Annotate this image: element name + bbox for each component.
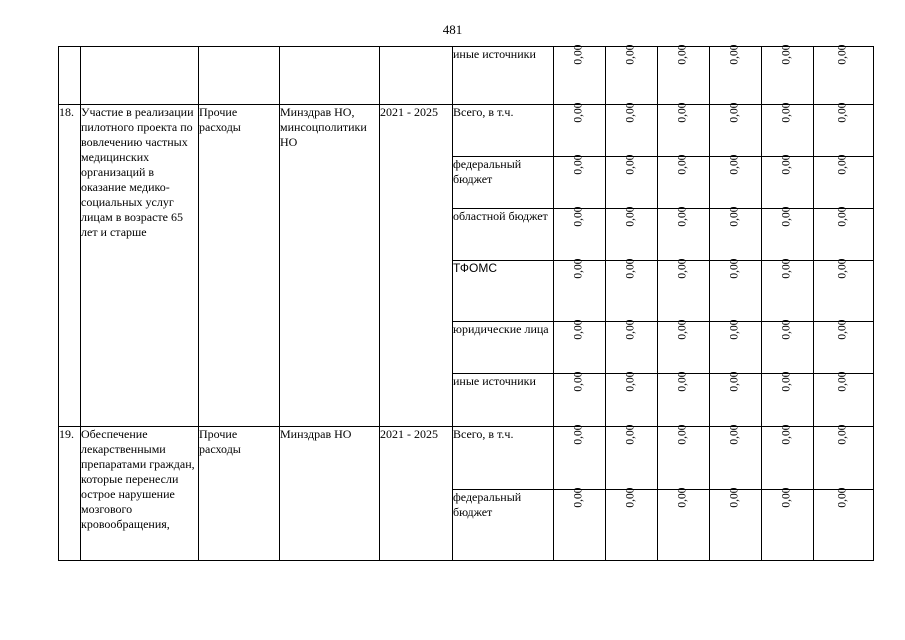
value-cell [814,206,874,261]
period: 2021 - 2025 [380,427,453,561]
value-text: 0,00 [677,319,689,340]
row-number-cell [59,47,81,105]
value-wrapper [606,424,657,445]
value-text: 0,00 [573,102,585,123]
value-wrapper [710,258,761,279]
value-text: 0,00 [729,424,741,445]
value-text: 0,00 [781,258,793,279]
value-cell [710,258,762,322]
value-text: 0,00 [781,206,793,227]
value-text: 0,00 [837,487,849,508]
value-text: 0,00 [625,206,637,227]
value-cell [762,371,814,427]
value-wrapper [554,424,605,445]
value-cell [814,371,874,427]
value-text: 0,00 [625,319,637,340]
value-cell [814,102,874,157]
funding-source-label: федеральный бюджет [453,490,554,561]
value-cell [606,154,658,209]
value-text: 0,00 [729,371,741,392]
value-wrapper [606,154,657,175]
value-text: 0,00 [729,319,741,340]
value-cell [762,154,814,209]
value-text: 0,00 [837,319,849,340]
value-wrapper [658,154,709,175]
value-text: 0,00 [677,424,689,445]
value-wrapper [554,371,605,392]
value-cell [710,44,762,105]
value-wrapper [606,371,657,392]
value-wrapper [606,44,657,65]
value-cell [762,206,814,261]
value-text: 0,00 [573,371,585,392]
value-text: 0,00 [625,154,637,175]
value-cell [762,44,814,105]
value-cell [814,424,874,490]
value-text: 0,00 [837,206,849,227]
value-wrapper [762,319,813,340]
value-cell [554,206,606,261]
value-cell [814,487,874,561]
value-cell [710,371,762,427]
value-cell [710,102,762,157]
row-number: 18. [59,105,81,427]
value-wrapper [658,206,709,227]
value-wrapper [554,206,605,227]
value-text: 0,00 [625,487,637,508]
value-wrapper [814,319,873,340]
value-cell [658,371,710,427]
value-cell [554,44,606,105]
value-cell [606,424,658,490]
value-text: 0,00 [729,102,741,123]
value-text: 0,00 [781,102,793,123]
value-text: 0,00 [729,154,741,175]
value-cell [606,487,658,561]
value-cell [606,319,658,374]
expense-type-cell [199,47,280,105]
executor: Минздрав НО [280,427,380,561]
funding-source-label: ТФОМС [453,261,554,322]
funding-source-label: федеральный бюджет [453,157,554,209]
value-text: 0,00 [625,258,637,279]
value-wrapper [658,319,709,340]
value-text: 0,00 [573,206,585,227]
value-cell [554,424,606,490]
value-wrapper [710,44,761,65]
table-row [59,105,874,157]
value-cell [658,319,710,374]
row-number: 19. [59,427,81,561]
value-wrapper [814,258,873,279]
value-wrapper [762,44,813,65]
value-wrapper [762,154,813,175]
value-text: 0,00 [677,258,689,279]
value-wrapper [814,44,873,65]
value-text: 0,00 [677,102,689,123]
value-wrapper [710,319,761,340]
value-text: 0,00 [573,487,585,508]
value-wrapper [554,102,605,123]
value-wrapper [658,102,709,123]
value-cell [554,258,606,322]
value-wrapper [554,319,605,340]
value-cell [606,258,658,322]
value-wrapper [814,371,873,392]
value-text: 0,00 [729,206,741,227]
value-wrapper [814,206,873,227]
page-number: 481 [442,22,463,37]
value-text: 0,00 [573,154,585,175]
value-wrapper [658,424,709,445]
value-text: 0,00 [837,102,849,123]
value-text: 0,00 [677,154,689,175]
value-text: 0,00 [677,44,689,65]
value-text: 0,00 [837,258,849,279]
executor-cell [280,47,380,105]
value-wrapper [762,206,813,227]
value-cell [554,487,606,561]
value-cell [710,206,762,261]
value-text: 0,00 [837,371,849,392]
value-wrapper [606,206,657,227]
value-wrapper [658,487,709,508]
funding-source-label: иные источники [453,47,554,105]
value-cell [606,102,658,157]
value-text: 0,00 [781,487,793,508]
measure-name: Обеспечение лекарственными препаратами граждан, которые перенесли острое нарушение мозгового кровообращения, [81,427,199,561]
value-cell [710,487,762,561]
value-cell [814,258,874,322]
measure-name-cell [81,47,199,105]
funding-source-label: Всего, в т.ч. [453,427,554,490]
value-wrapper [554,44,605,65]
value-text: 0,00 [573,319,585,340]
value-wrapper [710,424,761,445]
value-cell [814,319,874,374]
value-text: 0,00 [837,424,849,445]
value-cell [554,319,606,374]
value-cell [658,424,710,490]
value-cell [606,206,658,261]
value-cell [762,102,814,157]
expense-type: Прочие расходы [199,427,280,561]
value-wrapper [762,102,813,123]
value-text: 0,00 [573,258,585,279]
value-text: 0,00 [677,487,689,508]
value-wrapper [710,102,761,123]
value-wrapper [710,371,761,392]
value-cell [606,371,658,427]
measure-name: Участие в реализации пилотного проекта по вовлечению частных медицинских организаций в оказание медико-социальных услуг лицам в возрасте 65 лет и старше [81,105,199,427]
value-wrapper [606,319,657,340]
value-cell [554,371,606,427]
value-text: 0,00 [677,206,689,227]
value-cell [658,487,710,561]
value-text: 0,00 [781,154,793,175]
value-cell [554,154,606,209]
table-row [59,427,874,490]
funding-source-label: иные источники [453,374,554,427]
value-text: 0,00 [729,258,741,279]
value-text: 0,00 [677,371,689,392]
value-text: 0,00 [573,44,585,65]
value-wrapper [814,154,873,175]
value-text: 0,00 [625,102,637,123]
value-text: 0,00 [729,44,741,65]
funding-source-label: юридические лица [453,322,554,374]
value-wrapper [710,154,761,175]
value-cell [762,258,814,322]
table-row [59,47,874,105]
value-cell [710,319,762,374]
period: 2021 - 2025 [380,105,453,427]
value-wrapper [554,487,605,508]
funding-source-label: Всего, в т.ч. [453,105,554,157]
value-wrapper [606,258,657,279]
value-cell [658,154,710,209]
expense-type: Прочие расходы [199,105,280,427]
value-cell [554,102,606,157]
value-text: 0,00 [781,371,793,392]
value-wrapper [606,487,657,508]
value-text: 0,00 [781,44,793,65]
value-text: 0,00 [729,487,741,508]
value-wrapper [814,424,873,445]
value-wrapper [554,258,605,279]
period-cell [380,47,453,105]
executor: Минздрав НО, минсоцполитики НО [280,105,380,427]
value-wrapper [554,154,605,175]
budget-table [58,46,874,561]
value-text: 0,00 [625,424,637,445]
value-text: 0,00 [625,44,637,65]
value-cell [606,44,658,105]
value-cell [762,487,814,561]
value-wrapper [658,258,709,279]
value-text: 0,00 [573,424,585,445]
value-cell [658,44,710,105]
funding-source-label: областной бюджет [453,209,554,261]
value-cell [814,44,874,105]
value-text: 0,00 [837,44,849,65]
value-wrapper [762,424,813,445]
value-cell [762,319,814,374]
value-text: 0,00 [625,371,637,392]
value-cell [658,206,710,261]
value-wrapper [814,102,873,123]
value-cell [762,424,814,490]
value-wrapper [658,371,709,392]
value-wrapper [762,371,813,392]
value-cell [710,154,762,209]
value-wrapper [762,487,813,508]
value-wrapper [658,44,709,65]
value-cell [658,258,710,322]
value-text: 0,00 [837,154,849,175]
value-text: 0,00 [781,424,793,445]
value-text: 0,00 [781,319,793,340]
value-cell [814,154,874,209]
value-cell [658,102,710,157]
value-wrapper [606,102,657,123]
value-wrapper [710,206,761,227]
value-cell [710,424,762,490]
value-wrapper [762,258,813,279]
value-wrapper [814,487,873,508]
value-wrapper [710,487,761,508]
